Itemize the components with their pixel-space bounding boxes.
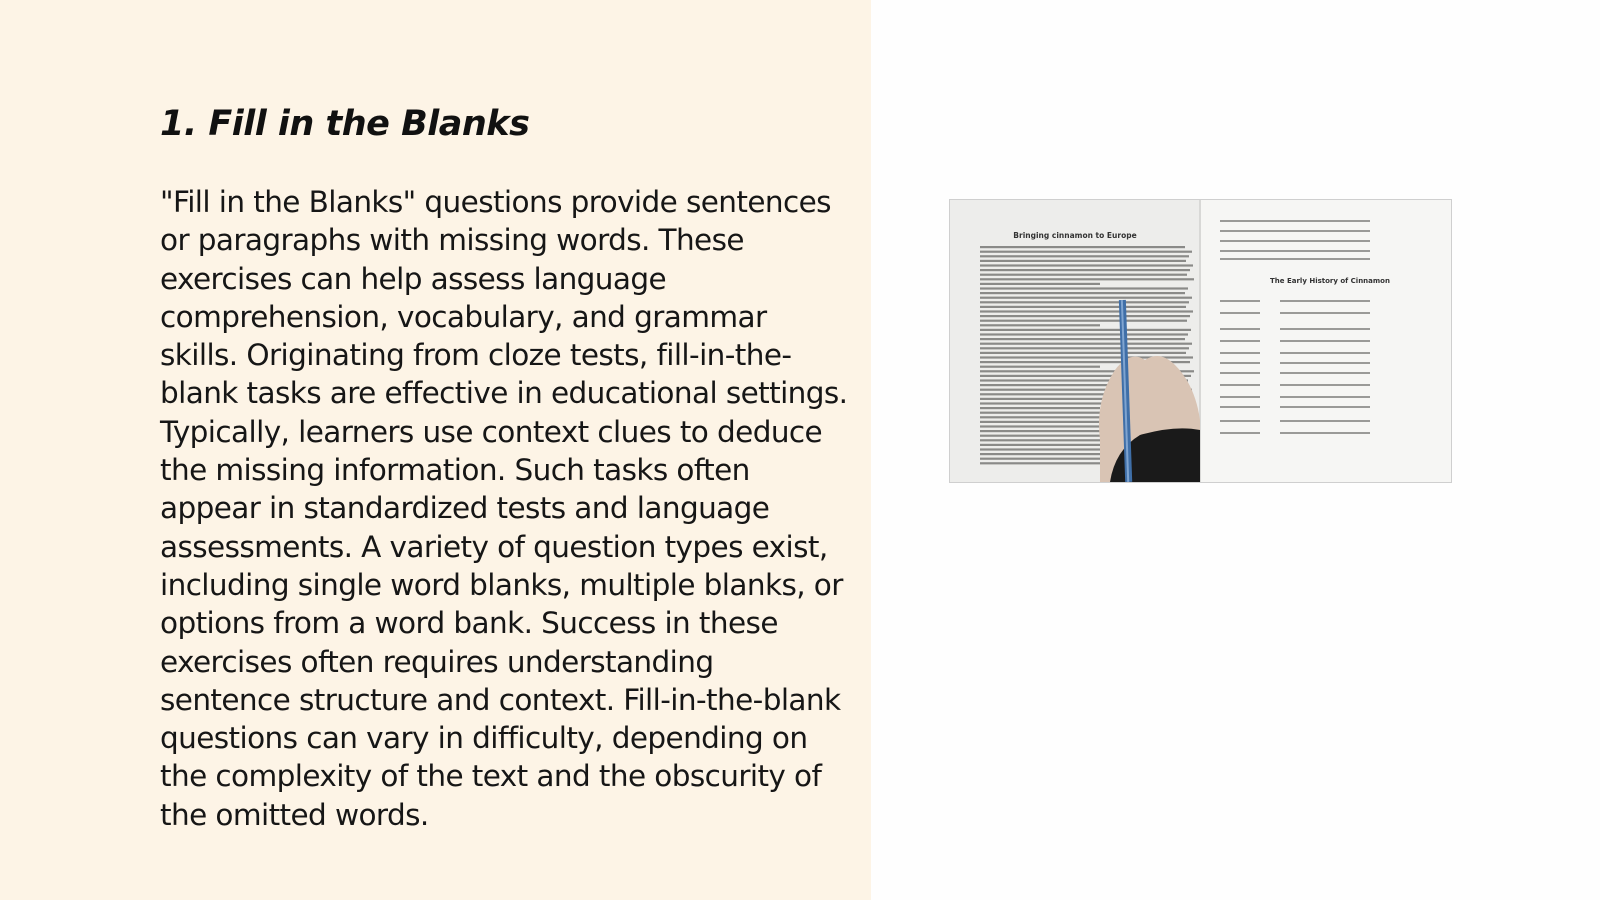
passage-text-line [980,292,1185,294]
notes-text-line [1280,352,1370,354]
passage-text-line [980,324,1100,326]
passage-text-line [980,338,1185,340]
passage-text-line [980,269,1190,271]
passage-text-line [980,274,1187,276]
passage-text-line [980,366,1100,368]
notes-text-line [1220,240,1370,242]
notes-label-line [1220,420,1260,422]
notes-label-line [1220,372,1260,374]
notes-text-line [1280,362,1370,364]
passage-text-line [980,320,1187,322]
passage-heading: Bringing cinnamon to Europe [1013,231,1137,240]
passage-text-line [980,310,1193,312]
passage-text-line [980,347,1189,349]
notes-text-line [1280,432,1370,434]
notes-label-line [1220,396,1260,398]
passage-text-line [980,333,1188,335]
passage-text-line [980,251,1192,253]
notes-text-line [1280,396,1370,398]
notes-label-line [1220,352,1260,354]
slide-body-text: "Fill in the Blanks" questions provide sentences or paragraphs with missing words. These exercises can help assess language comprehension, vocabulary, and grammar skills. Originating from cloze tests, fill-in-the-blank tasks are effective in educational settings. Typically, learners use context clues to deduce the missing information. Such tasks often appear in standardized tests and language assessments. A variety of question types exist, including single word blanks, multiple blanks, or options from a word bank. Success in these exercises often requires understanding sentence structure and context. Fill-in-the-blank questions can vary in difficulty, depending on the complexity of the text and the obscurity of the omitted words. [160,185,848,832]
notes-label-line [1220,406,1260,408]
notes-heading: The Early History of Cinnamon [1270,277,1390,285]
notes-text-line [1280,420,1370,422]
passage-text-line [980,306,1186,308]
passage-text-line [980,301,1189,303]
notes-label-line [1220,340,1260,342]
notes-label-line [1220,300,1260,302]
notes-label-line [1220,384,1260,386]
notes-label-line [1220,432,1260,434]
notes-text-line [1280,372,1370,374]
notes-label-line [1220,312,1260,314]
slide-title: 1. Fill in the Blanks [160,104,530,144]
notes-text-line [1280,328,1370,330]
passage-text-line [980,297,1192,299]
notes-text-line [1220,220,1370,222]
notes-text-line [1280,406,1370,408]
notes-text-line [1220,250,1370,252]
notes-text-line [1220,258,1370,260]
notes-text-line [1280,384,1370,386]
passage-text-line [980,246,1185,248]
passage-text-line [980,260,1186,262]
passage-text-line [980,315,1190,317]
notes-label-line [1220,362,1260,364]
worksheet-photo-illustration [950,200,1451,482]
passage-text-line [980,448,1100,450]
passage-text-line [980,329,1191,331]
passage-text-line [980,352,1186,354]
passage-text-line [980,255,1189,257]
passage-text-line [980,343,1192,345]
passage-text-line [980,278,1194,280]
passage-text-line [980,283,1100,285]
worksheet-photo [949,199,1452,483]
passage-text-line [980,407,1100,409]
notes-text-line [1280,340,1370,342]
notes-text-line [1280,312,1370,314]
notes-text-line [1220,230,1370,232]
notes-text-line [1280,300,1370,302]
notes-label-line [1220,328,1260,330]
passage-text-line [980,264,1193,266]
passage-text-line [980,287,1188,289]
